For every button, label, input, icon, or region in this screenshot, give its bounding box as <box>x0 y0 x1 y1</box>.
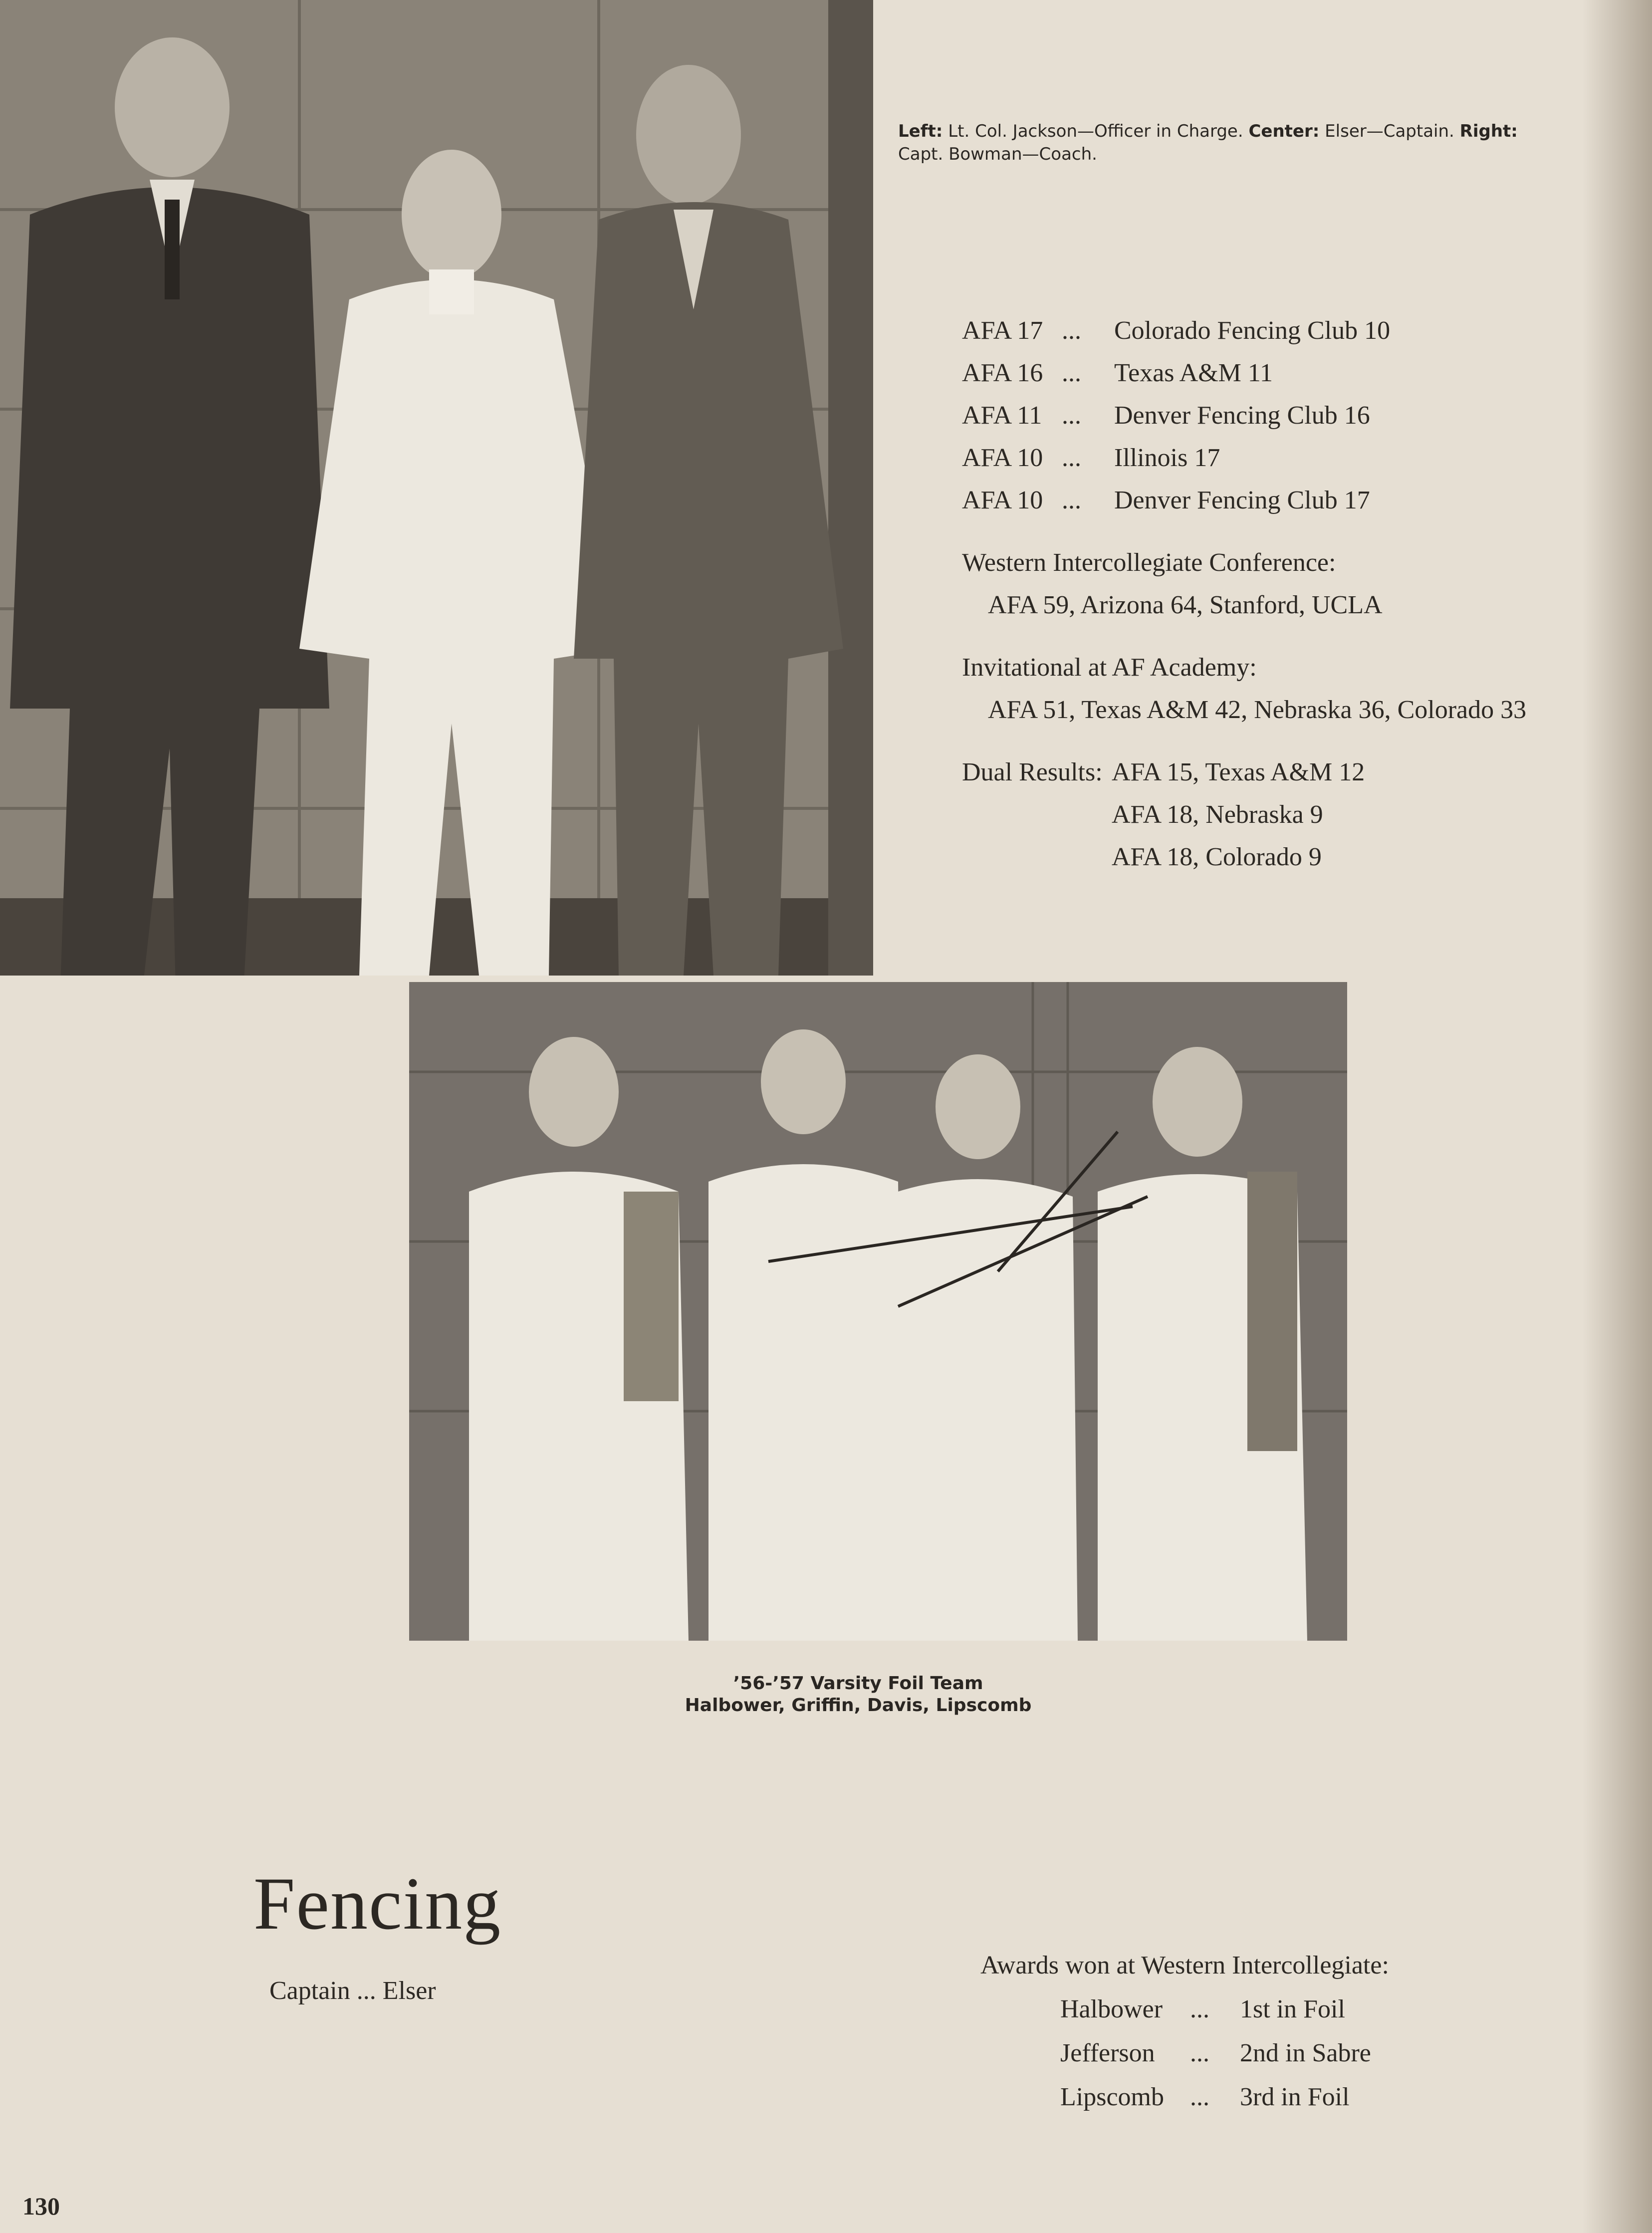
invitational-title: Invitational at AF Academy: <box>962 653 1257 682</box>
caption-right-text: Capt. Bowman—Coach. <box>898 144 1097 164</box>
dual-results-label: Dual Results: <box>962 758 1103 786</box>
conference-result: AFA 59, Arizona 64, Stanford, UCLA <box>988 591 1383 619</box>
award-row: Jefferson ... 2nd in Sabre <box>1060 2039 1371 2067</box>
dual-result-row: AFA 18, Nebraska 9 <box>1112 800 1323 829</box>
awards-section <box>980 1944 1389 2119</box>
caption-center-text: Elser—Captain. <box>1325 121 1454 141</box>
team-photo-caption <box>649 1673 1068 1717</box>
caption-left-label: Left: <box>898 121 943 141</box>
officials-caption <box>898 120 1562 166</box>
invitational-result: AFA 51, Texas A&M 42, Nebraska 36, Colorado 33 <box>988 696 1527 724</box>
team-caption-names: Halbower, Griffin, Davis, Lipscomb <box>685 1695 1032 1716</box>
awards-title: Awards won at Western Intercollegiate: <box>980 1951 1389 1980</box>
team-caption-title: ’56-’57 Varsity Foil Team <box>733 1673 983 1694</box>
match-row: AFA 10 ... Denver Fencing Club 17 <box>962 486 1370 514</box>
caption-center-label: Center: <box>1248 121 1320 141</box>
staff-photo <box>0 0 873 976</box>
award-row: Lipscomb ... 3rd in Foil <box>1060 2083 1350 2111</box>
page-title: Fencing <box>253 1862 502 1945</box>
caption-left-text: Lt. Col. Jackson—Officer in Charge. <box>948 121 1243 141</box>
captain-line: Captain ... Elser <box>269 1977 436 2005</box>
page-number: 130 <box>22 2192 60 2220</box>
award-row: Halbower ... 1st in Foil <box>1060 1995 1345 2023</box>
team-photo <box>409 982 1347 1641</box>
match-results <box>962 309 1611 878</box>
match-row: AFA 17 ... Colorado Fencing Club 10 <box>962 316 1391 345</box>
match-row: AFA 10 ... Illinois 17 <box>962 444 1220 472</box>
dual-result-row: AFA 18, Colorado 9 <box>1112 843 1322 871</box>
conference-title: Western Intercollegiate Conference: <box>962 548 1336 577</box>
match-row: AFA 11 ... Denver Fencing Club 16 <box>962 401 1370 430</box>
dual-result-row: Dual Results: AFA 15, Texas A&M 12 <box>962 751 1611 793</box>
match-row: AFA 16 ... Texas A&M 11 <box>962 359 1273 387</box>
caption-right-label: Right: <box>1459 121 1518 141</box>
